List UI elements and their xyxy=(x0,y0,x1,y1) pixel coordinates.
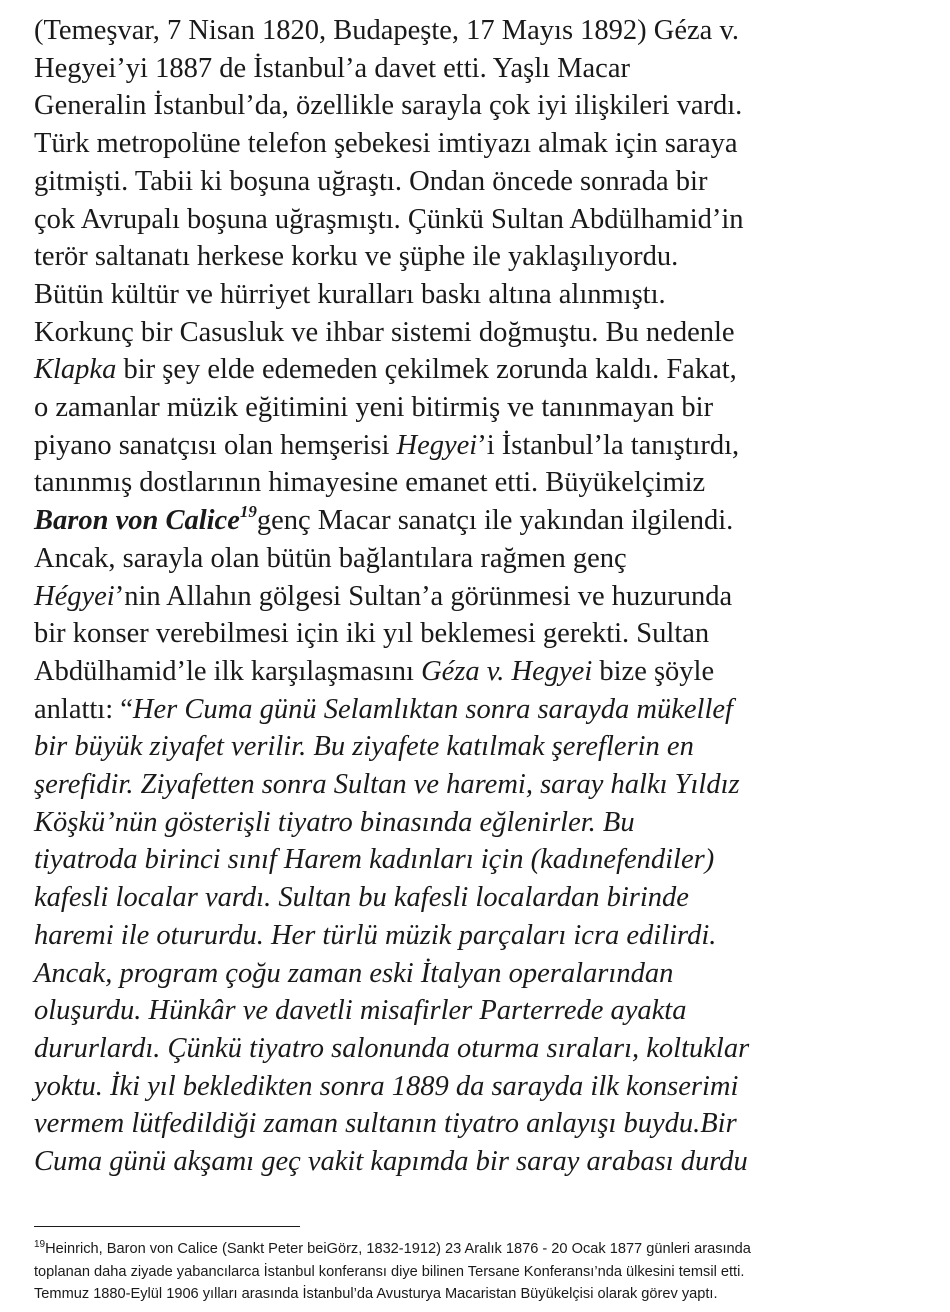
text-line: tanınmış dostlarının himayesine emanet etti. Büyükelçimiz xyxy=(34,467,706,499)
footnote-separator xyxy=(34,1226,300,1227)
quoted-line: tiyatroda birinci sınıf Harem kadınları için (kadınefendiler) xyxy=(34,844,715,876)
text-line xyxy=(34,427,924,465)
quoted-text: Her Cuma günü Selamlıktan sonra sarayda mükellef xyxy=(132,693,733,725)
quoted-line: kafesli localar vardı. Sultan bu kafesli localardan birinde xyxy=(34,882,689,914)
text-line: Ancak, sarayla olan bütün bağlantılara rağmen genç xyxy=(34,542,627,574)
italic-name: Géza v. Hegyei xyxy=(421,655,593,687)
footnote-line: Temmuz 1880-Eylül 1906 yılları arasında İstanbul’da Avusturya Macaristan Büyükelçisi olarak görev yaptı. xyxy=(34,1286,718,1302)
quoted-line: bir büyük ziyafet verilir. Bu ziyafete katılmak şereflerin en xyxy=(34,731,694,763)
text-span: anlattı: “ xyxy=(34,693,133,725)
text-line: Türk metropolüne telefon şebekesi imtiyazı almak için saraya xyxy=(34,128,738,160)
text-span: bir şey elde edemeden çekilmek zorunda kaldı. Fakat, xyxy=(116,354,737,386)
text-line: terör saltanatı herkese korku ve şüphe ile yaklaşılıyordu. xyxy=(34,241,679,273)
quoted-line: haremi ile otururdu. Her türlü müzik parçaları icra edilirdi. xyxy=(34,919,717,951)
footnote-line xyxy=(34,1238,934,1261)
text-line: o zamanlar müzik eğitimini yeni bitirmiş ve tanınmayan bir xyxy=(34,392,714,424)
footnote-text: Heinrich, Baron von Calice (Sankt Peter beiGörz, 1832-1912) 23 Aralık 1876 - 20 Ocak 1877 günleri arasında xyxy=(45,1241,751,1257)
text-line xyxy=(34,578,924,616)
body-text xyxy=(34,12,924,1181)
text-span: ’i İstanbul’la tanıştırdı, xyxy=(477,429,740,461)
text-line: çok Avrupalı boşuna uğraşmıştı. Çünkü Sultan Abdülhamid’in xyxy=(34,203,744,235)
text-span: Abdülhamid’le ilk karşılaşmasını xyxy=(34,655,422,687)
italic-name: Hegyei xyxy=(396,429,478,461)
text-line xyxy=(34,653,924,691)
text-span: genç Macar sanatçı ile yakından ilgilendi. xyxy=(256,505,734,537)
quoted-line: Köşkü’nün gösterişli tiyatro binasında eğlenirler. Bu xyxy=(34,806,635,838)
footnote xyxy=(34,1238,934,1306)
text-line xyxy=(34,502,924,540)
footnote-marker: 19 xyxy=(34,1239,46,1250)
text-line xyxy=(34,351,924,389)
text-line: Bütün kültür ve hürriyet kuralları baskı altına alınmıştı. xyxy=(34,278,666,310)
text-span: bize şöyle xyxy=(592,655,715,687)
italic-name: Klapka xyxy=(34,354,117,386)
italic-name: Hégyei xyxy=(34,580,115,612)
quoted-line: Cuma günü akşamı geç vakit kapımda bir saray arabası durdu xyxy=(34,1146,748,1178)
text-span: ’nin Allahın gölgesi Sultan’a görünmesi ve huzurunda xyxy=(114,580,733,612)
text-line xyxy=(34,691,924,729)
text-line: (Temeşvar, 7 Nisan 1820, Budapeşte, 17 Mayıs 1892) Géza v. xyxy=(34,15,739,46)
text-line: Hegyei’yi 1887 de İstanbul’a davet etti. Yaşlı Macar xyxy=(34,52,630,84)
footnote-reference: 19 xyxy=(239,502,257,522)
quoted-line: oluşurdu. Hünkâr ve davetli misafirler Parterrede ayakta xyxy=(34,995,687,1027)
text-line: Korkunç bir Casusluk ve ihbar sistemi doğmuştu. Bu nedenle xyxy=(34,316,735,348)
quoted-line: Ancak, program çoğu zaman eski İtalyan operalarından xyxy=(34,957,674,989)
bold-italic-name: Baron von Calice xyxy=(34,505,240,537)
quoted-line: dururlardı. Çünkü tiyatro salonunda oturma sıraları, koltuklar xyxy=(34,1032,750,1064)
text-line: Generalin İstanbul’da, özellikle sarayla çok iyi ilişkileri vardı. xyxy=(34,90,743,122)
quoted-line: vermem lütfedildiği zaman sultanın tiyatro anlayışı buydu.Bir xyxy=(34,1108,737,1140)
quoted-line: şerefidir. Ziyafetten sonra Sultan ve haremi, saray halkı Yıldız xyxy=(34,769,740,801)
text-span: piyano sanatçısı olan hemşerisi xyxy=(34,429,397,461)
text-line: gitmişti. Tabii ki boşuna uğraştı. Ondan öncede sonrada bir xyxy=(34,165,708,197)
footnote-line: toplanan daha ziyade yabancılarca İstanbul konferansı diye bilinen Tersane Konferansı’nda ülkesini temsil etti. xyxy=(34,1263,745,1280)
quoted-line: yoktu. İki yıl bekledikten sonra 1889 da sarayda ilk konserimi xyxy=(34,1070,739,1102)
text-line: bir konser verebilmesi için iki yıl beklemesi gerekti. Sultan xyxy=(34,618,710,650)
